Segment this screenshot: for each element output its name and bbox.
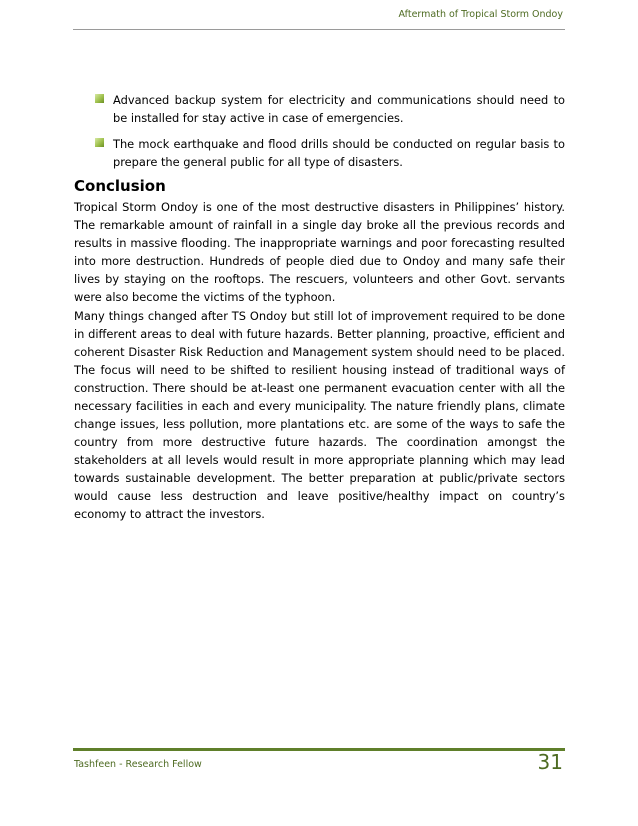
paragraph: Tropical Storm Ondoy is one of the most destructive disasters in Philippines’ history. The remarkable amount of rainfall in a single day broke all the previous records and results in massive flooding. The inappropriate warnings and poor forecasting resulted into more destruction. Hundreds of people died due to Ondoy and many safe their lives by staying on the rooftops. The rescuers, volunteers and other Govt. servants were also become the victims of the typhoon.	[74, 200, 565, 304]
page-number: 31	[537, 750, 563, 774]
running-header-title: Aftermath of Tropical Storm Ondoy	[398, 9, 563, 20]
footer-author: Tashfeen - Research Fellow	[74, 759, 202, 770]
square-bullet-icon	[95, 94, 104, 103]
bullet-item	[95, 91, 565, 127]
square-bullet-icon	[95, 138, 104, 147]
section-heading: Conclusion	[74, 177, 166, 195]
header-divider	[73, 29, 565, 30]
footer-divider	[73, 748, 565, 751]
paragraph: Many things changed after TS Ondoy but still lot of improvement required to be done in different areas to deal with future hazards. Better planning, proactive, efficient and coherent Disaster Risk Reduction and Management system should need to be placed. The focus will need to be shifted to resilient housing instead of traditional ways of construction. There should be at-least one permanent evacuation center with all the necessary facilities in each and every municipality. The nature friendly plans, climate change issues, less pollution, more plantations etc. are some of the ways to safe the country from more destructive future hazards. The coordination amongst the stakeholders at all levels would result in more appropriate planning which may lead towards sustainable development. The better preparation at public/private sectors would cause less destruction and leave positive/healthy impact on country’s economy to attract the investors.	[74, 309, 565, 521]
bullet-text: The mock earthquake and flood drills should be conducted on regular basis to prepare the general public for all type of disasters.	[113, 137, 565, 169]
bullet-item	[95, 135, 565, 171]
bullet-text: Advanced backup system for electricity and communications should need to be installed for stay active in case of emergencies.	[113, 93, 565, 125]
bullet-list	[95, 91, 565, 179]
